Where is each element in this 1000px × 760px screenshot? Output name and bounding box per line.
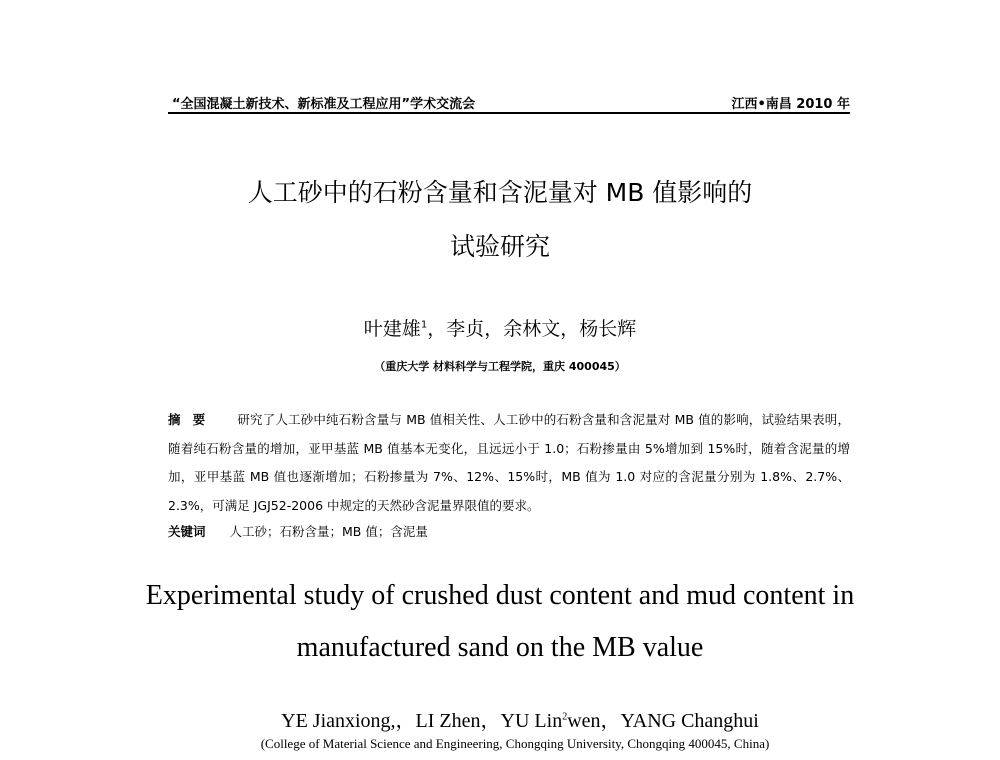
place-date: 江西•南昌 2010 年: [731, 97, 850, 112]
english-title-line1: Experimental study of crushed dust content and mud content in: [145, 580, 855, 611]
author-list: [0, 314, 1000, 341]
english-authors-part1: YE Jianxiong,，LI Zhen，YU Lin: [281, 710, 563, 732]
english-authors-part2: wen，YANG Changhui: [567, 710, 759, 732]
running-header: [168, 92, 850, 114]
abstract-label: 摘要: [168, 412, 218, 427]
english-author-superscript: 2: [562, 711, 568, 723]
keywords-text: 人工砂；石粉含量；MB 值；含泥量: [229, 524, 428, 539]
paper-title-line2: 试验研究: [449, 232, 550, 261]
keywords-label: 关键词: [168, 524, 206, 539]
english-author-list: [0, 704, 1000, 733]
first-author: 叶建雄: [363, 318, 421, 340]
abstract-text: 研究了人工砂中纯石粉含量与 MB 值相关性、人工砂中的石粉含量和含泥量对 MB 值的影响，试验结果表明，随着纯石粉含量的增加，亚甲基蓝 MB 值基本无变化，且远远小于 1.0；石粉掺量由 5%增加到 15%时，随着含泥量的增加，亚甲基蓝 MB 值也逐渐增加；石粉掺量为 7%、12%、15%时，MB 值为 1.0 对应的含泥量分别为 1.8%、2.7%、2.3%，可满足 JGJ52-2006 中规定的天然砂含泥量界限值的要求。: [168, 412, 850, 513]
author-superscript: 1: [420, 319, 428, 331]
english-affiliation: (College of Material Science and Engineering, Chongqing University, Chongqing 400045, China): [260, 736, 770, 751]
other-authors: ，李贞，余林文，杨长辉: [427, 318, 637, 340]
keywords: [168, 522, 850, 540]
affiliation: （重庆大学 材料科学与工程学院，重庆 400045）: [374, 360, 626, 373]
paper-title-line1: 人工砂中的石粉含量和含泥量对 MB 值影响的: [247, 178, 753, 207]
conference-name: “全国混凝土新技术、新标准及工程应用”学术交流会: [172, 97, 476, 112]
abstract: [168, 406, 850, 520]
english-title-line2: manufactured sand on the MB value: [296, 632, 704, 663]
